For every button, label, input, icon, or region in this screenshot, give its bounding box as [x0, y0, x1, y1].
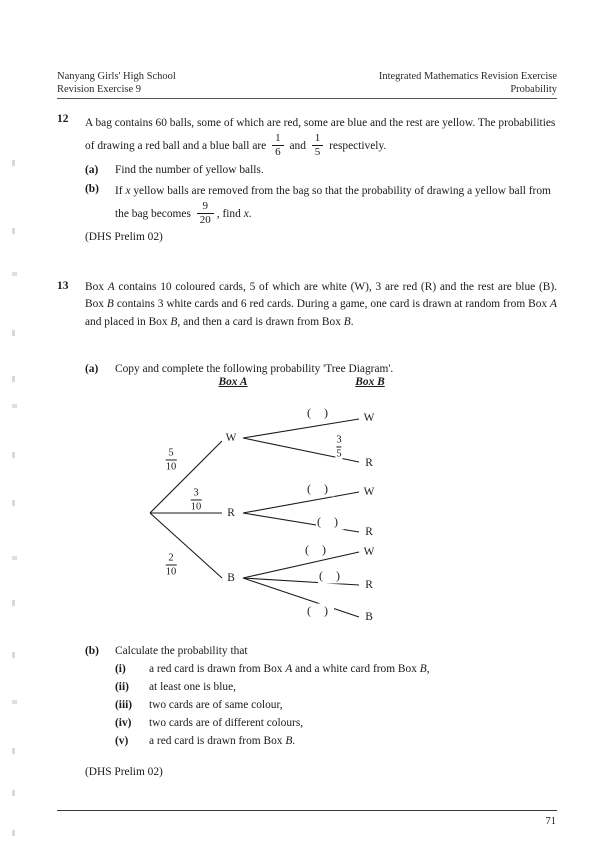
question-13-source: (DHS Prelim 02)	[85, 766, 163, 778]
footer-divider	[57, 810, 557, 811]
fraction-denominator: 10	[190, 501, 202, 513]
fraction-denominator: 20	[199, 214, 211, 227]
fraction-bar	[166, 460, 177, 461]
fraction-numerator: 1	[275, 132, 281, 145]
roman-text-iii: two cards are of same colour,	[149, 699, 283, 711]
tree-blank-blue-white: ( )	[305, 542, 331, 557]
question-13-item-ii	[115, 679, 557, 696]
branch-red-to-white	[243, 492, 359, 513]
header-exercise-name: Revision Exercise 9	[57, 84, 141, 95]
part-label-a: (a)	[85, 164, 99, 176]
part-b-text-before: If x yellow balls are removed from the bag so that the probability of drawing a yellow ball from the bag becomes	[115, 185, 551, 221]
tree-blank-white-white: ( )	[307, 405, 333, 420]
page-number: 71	[545, 816, 556, 827]
tree-fraction-three-fifths	[335, 434, 342, 459]
roman-text-iv: two cards are of different colours,	[149, 717, 304, 729]
part-b-text	[115, 181, 557, 227]
fraction-one-fifth	[312, 133, 324, 158]
scan-artifacts	[0, 0, 34, 865]
tree-heading-box-a: Box A	[218, 376, 248, 388]
tree-node-b-blue-blue: B	[365, 611, 373, 623]
question-13-item-v	[115, 733, 557, 750]
question-12-stem-text-2: respectively.	[329, 140, 387, 153]
header-divider	[57, 98, 557, 99]
question-13-stem: Box A contains 10 coloured cards, 5 of which are white (W), 3 are red (R) and the rest are blue (B). Box B contains 3 white cards and 6 red cards. During a game, one card is drawn at random from Box A and placed in Box B, and then a card is drawn from Box B.	[85, 281, 557, 328]
header-topic: Probability	[510, 84, 557, 95]
branch-root-to-white	[150, 441, 222, 513]
fraction-numerator: 3	[336, 434, 342, 446]
part-b-text: Calculate the probability that	[115, 645, 248, 657]
question-13-part-b	[85, 643, 557, 660]
question-13-item-iv	[115, 715, 557, 732]
tree-blank-red-white: ( )	[307, 481, 333, 496]
tree-blank-red-red: ( )	[317, 514, 343, 529]
tree-node-a-white: W	[225, 432, 237, 444]
roman-label-ii: (ii)	[115, 681, 129, 693]
tree-fraction-five-tenths	[165, 447, 178, 472]
fraction-numerator: 2	[168, 552, 174, 564]
fraction-bar	[191, 500, 202, 501]
fraction-bar	[166, 565, 177, 566]
fraction-denominator: 5	[314, 146, 321, 159]
tree-node-a-blue: B	[227, 572, 235, 584]
branch-root-to-blue	[150, 513, 222, 578]
tree-blank-blue-blue: ( )	[307, 603, 333, 618]
question-13-item-i	[115, 661, 557, 678]
fraction-numerator: 1	[314, 132, 321, 145]
fraction-denominator: 10	[165, 566, 177, 578]
roman-text-ii: at least one is blue,	[149, 681, 236, 693]
part-a-text: Copy and complete the following probability 'Tree Diagram'.	[115, 363, 394, 375]
fraction-numerator: 5	[168, 447, 174, 459]
tree-node-b-blue-white: W	[363, 546, 375, 558]
question-12-source: (DHS Prelim 02)	[85, 231, 163, 243]
roman-label-v: (v)	[115, 735, 129, 747]
branch-blue-to-blue	[243, 578, 359, 617]
question-13-number: 13	[57, 280, 69, 292]
part-label-a: (a)	[85, 363, 99, 375]
roman-label-iv: (iv)	[115, 717, 132, 729]
fraction-one-sixth	[272, 133, 284, 158]
question-13-item-iii	[115, 697, 557, 714]
question-12-stem	[85, 112, 557, 159]
tree-node-b-red-red: R	[365, 526, 373, 538]
roman-label-iii: (iii)	[115, 699, 133, 711]
tree-node-b-white-red: R	[365, 457, 373, 469]
tree-node-a-red: R	[227, 507, 235, 519]
page-header	[57, 70, 557, 96]
fraction-nine-twentieths	[197, 201, 214, 226]
fraction-numerator: 3	[193, 487, 199, 499]
tree-node-b-red-white: W	[363, 486, 375, 498]
tree-blank-blue-red: ( )	[319, 568, 345, 583]
header-doc-title: Integrated Mathematics Revision Exercise	[378, 71, 557, 82]
part-b-text-after: , find x.	[216, 208, 252, 221]
question-12-part-b	[85, 181, 557, 227]
fraction-denominator: 6	[275, 146, 281, 159]
question-12-stem-conjunction: and	[289, 140, 306, 153]
tree-node-b-white-white: W	[363, 412, 375, 424]
question-13-part-a	[85, 361, 557, 378]
header-school-name: Nanyang Girls' High School	[57, 71, 176, 82]
tree-node-b-blue-red: R	[365, 579, 373, 591]
fraction-bar	[336, 447, 341, 448]
tree-heading-box-b: Box B	[355, 376, 385, 388]
roman-label-i: (i)	[115, 663, 126, 675]
roman-text-v: a red card is drawn from Box B.	[149, 735, 296, 747]
roman-text-i: a red card is drawn from Box A and a white card from Box B,	[149, 663, 430, 675]
question-12-part-a	[85, 162, 557, 179]
fraction-numerator: 9	[202, 200, 209, 213]
tree-fraction-three-tenths	[190, 487, 203, 512]
fraction-denominator: 5	[336, 448, 342, 460]
question-12-number: 12	[57, 113, 69, 125]
tree-fraction-two-tenths	[165, 552, 178, 577]
question-12-stem-text-1: A bag contains 60 balls, some of which are red, some are blue and the rest are yellow. The probabilities of drawing a red ball and a blue ball are	[85, 117, 556, 153]
part-a-text: Find the number of yellow balls.	[115, 164, 264, 176]
part-label-b: (b)	[85, 183, 99, 195]
part-label-b: (b)	[85, 645, 99, 657]
fraction-denominator: 10	[165, 461, 177, 473]
